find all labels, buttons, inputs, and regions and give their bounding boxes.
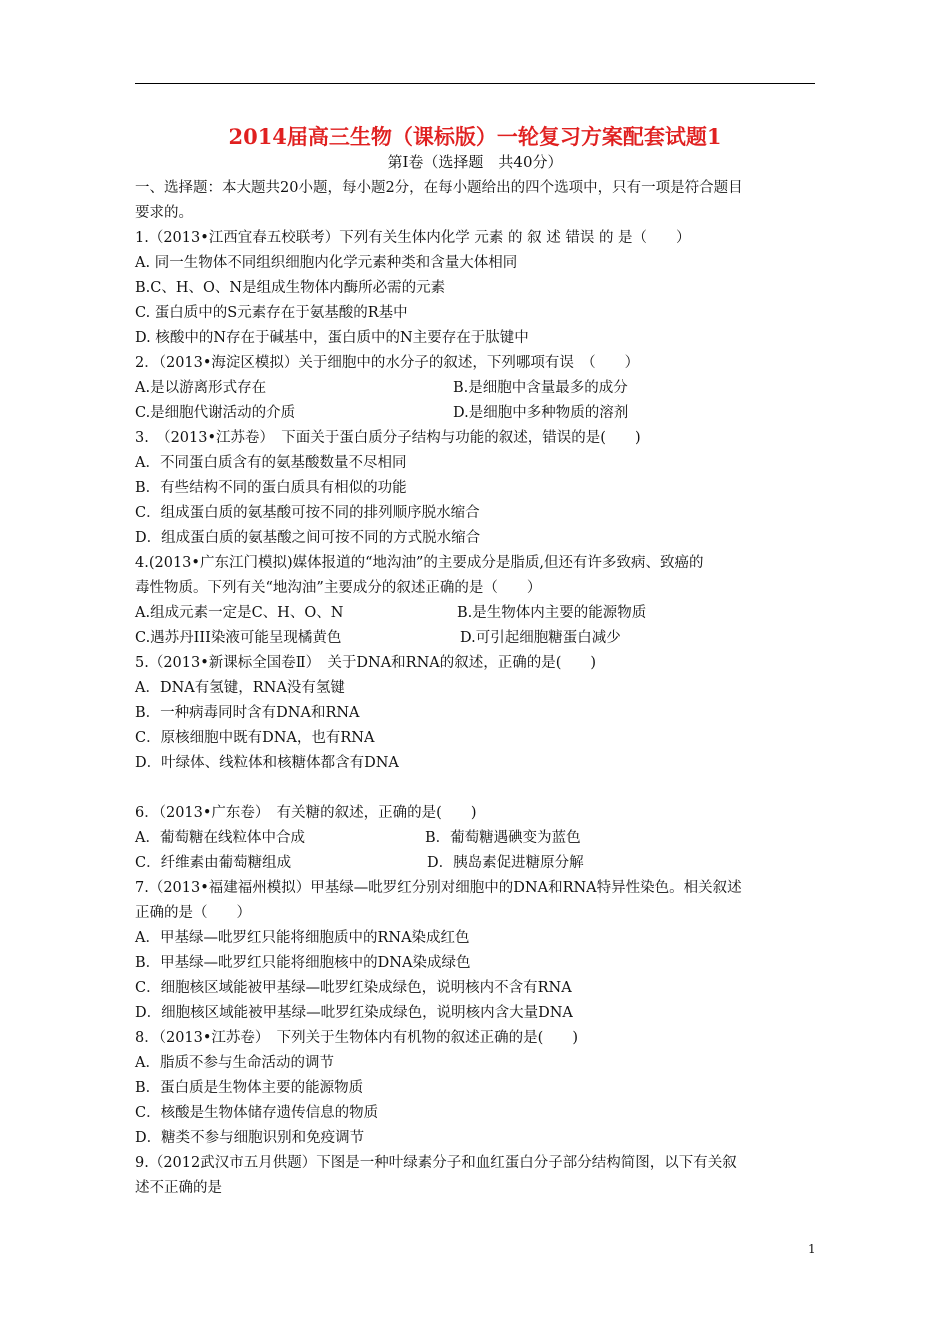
option: C.遇苏丹III染液可能呈现橘黄色 [135, 630, 342, 646]
option: C．组成蛋白质的氨基酸可按不同的排列顺序脱水缩合 [135, 505, 480, 521]
intro-line: 要求的。 [135, 205, 193, 221]
question-stem: 9.（2012武汉市五月供题）下图是一种叶绿素分子和血红蛋白分子部分结构简图，以下有关叙 [135, 1155, 737, 1171]
option: D．胰岛素促进糖原分解 [427, 855, 584, 871]
option: D.可引起细胞糖蛋白减少 [460, 630, 621, 646]
option-row [135, 376, 820, 401]
option: B.是生物体内主要的能源物质 [457, 605, 647, 621]
document-title: 2014届高三生物（课标版）一轮复习方案配套试题1 [228, 124, 722, 149]
intro-line: 一、选择题：本大题共20小题，每小题2分，在每小题给出的四个选项中，只有一项是符合题目 [135, 180, 743, 196]
question-stem: 3. （2013•江苏卷） 下面关于蛋白质分子结构与功能的叙述，错误的是( ) [135, 430, 641, 446]
option: B．有些结构不同的蛋白质具有相似的功能 [135, 480, 407, 496]
option: D.是细胞中多种物质的溶剂 [453, 405, 629, 421]
option-row [135, 851, 820, 876]
section-subtitle: 第Ⅰ卷（选择题 共40分） [387, 153, 563, 171]
header-rule [135, 83, 815, 84]
option-row [135, 626, 820, 651]
option: C．纤维素由葡萄糖组成 [135, 855, 292, 871]
question-stem: 7.（2013•福建福州模拟）甲基绿—吡罗红分别对细胞中的DNA和RNA特异性染色。相关叙述 [135, 880, 742, 896]
option: C．核酸是生物体储存遗传信息的物质 [135, 1105, 379, 1121]
question-stem: 8．（2013•江苏卷） 下列关于生物体内有机物的叙述正确的是( ) [135, 1030, 578, 1046]
spacer [135, 776, 820, 801]
option: D．糖类不参与细胞识别和免疫调节 [135, 1130, 365, 1146]
option: B．蛋白质是生物体主要的能源物质 [135, 1080, 364, 1096]
option-row [135, 826, 820, 851]
option: A.是以游离形式存在 [135, 380, 267, 396]
option: D．细胞核区域能被甲基绿—吡罗红染成绿色，说明核内含大量DNA [135, 1005, 573, 1021]
option: A．DNA有氢键，RNA没有氢键 [135, 680, 345, 696]
option: B．一种病毒同时含有DNA和RNA [135, 705, 360, 721]
option: A．不同蛋白质含有的氨基酸数量不尽相同 [135, 455, 407, 471]
document-body [135, 176, 820, 1201]
question-stem: 毒性物质。下列有关“地沟油”主要成分的叙述正确的是（ ） [135, 580, 542, 596]
question-stem: 正确的是（ ） [135, 905, 251, 921]
option: B.是细胞中含量最多的成分 [453, 380, 628, 396]
option: D. 核酸中的N存在于碱基中，蛋白质中的N主要存在于肽键中 [135, 330, 529, 346]
page-number: 1 [808, 1242, 816, 1256]
question-stem: 6．（2013•广东卷） 有关糖的叙述，正确的是( ) [135, 805, 477, 821]
option: D．组成蛋白质的氨基酸之间可按不同的方式脱水缩合 [135, 530, 481, 546]
option: A. 同一生物体不同组织细胞内化学元素种类和含量大体相同 [135, 255, 518, 271]
option: B．葡萄糖遇碘变为蓝色 [425, 830, 581, 846]
question-stem: 述不正确的是 [135, 1180, 222, 1196]
option: C.是细胞代谢活动的介质 [135, 405, 296, 421]
option-row [135, 601, 820, 626]
option: C．原核细胞中既有DNA，也有RNA [135, 730, 375, 746]
option: D．叶绿体、线粒体和核糖体都含有DNA [135, 755, 399, 771]
option: C. 蛋白质中的S元素存在于氨基酸的R基中 [135, 305, 408, 321]
option: A．甲基绿—吡罗红只能将细胞质中的RNA染成红色 [135, 930, 470, 946]
option: C．细胞核区域能被甲基绿—吡罗红染成绿色，说明核内不含有RNA [135, 980, 572, 996]
question-stem: 1.（2013•江西宜春五校联考）下列有关生体内化学 元素 的 叙 述 错误 的 是（ ） [135, 230, 691, 246]
option: B.C、H、O、N是组成生物体内酶所必需的元素 [135, 280, 446, 296]
option: A．葡萄糖在线粒体中合成 [135, 830, 305, 846]
question-stem: 2．（2013•海淀区模拟）关于细胞中的水分子的叙述，下列哪项有误 （ ） [135, 355, 640, 371]
option: B．甲基绿—吡罗红只能将细胞核中的DNA染成绿色 [135, 955, 471, 971]
question-stem: 4.(2013•广东江门模拟)媒体报道的“地沟油”的主要成分是脂质,但还有许多致病、致癌的 [135, 555, 704, 571]
option: A．脂质不参与生命活动的调节 [135, 1055, 334, 1071]
option: A.组成元素一定是C、H、O、N [135, 605, 344, 621]
question-stem: 5.（2013•新课标全国卷Ⅱ） 关于DNA和RNA的叙述，正确的是( ) [135, 655, 597, 671]
option-row [135, 401, 820, 426]
